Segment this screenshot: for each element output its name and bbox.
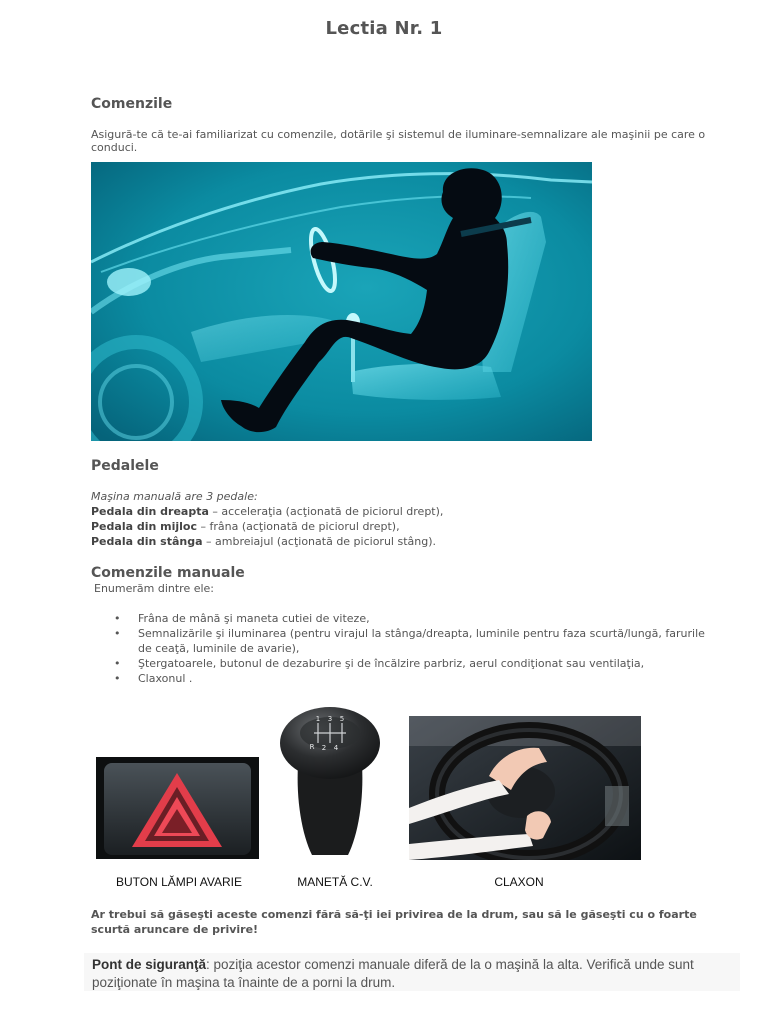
bullet-dot: • xyxy=(114,657,121,670)
gear-number: 5 xyxy=(339,715,345,723)
gear-number: 1 xyxy=(315,715,321,723)
pedal-label: Pedala din stânga xyxy=(91,535,203,548)
driver-seat-illustration xyxy=(91,162,592,441)
tip-label: Pont de siguranţă xyxy=(92,957,207,972)
bullet-dot: • xyxy=(114,612,121,625)
section-heading-comenzile: Comenzile xyxy=(91,96,173,112)
gear-number: 3 xyxy=(327,715,333,723)
safety-note: Ar trebui să găseşti aceste comenzi fără să-ţi iei privirea de la drum, sau să le găseşti cu o foarte scurtă aruncare de privire! xyxy=(91,908,697,936)
list-item-text: Ştergatoarele, butonul de dezaburire şi de încălzire parbriz, aerul condiţionat sau ventilaţia, xyxy=(138,657,645,670)
pedal-item xyxy=(91,534,443,549)
gear-knob-image xyxy=(276,705,382,861)
pedal-item xyxy=(91,504,443,519)
safety-tip xyxy=(84,953,740,991)
list-item xyxy=(112,656,722,671)
gear-number: 4 xyxy=(333,744,339,752)
list-item xyxy=(112,611,722,626)
pedal-item xyxy=(91,519,443,534)
pedal-desc: – acceleraţia (acţionată de piciorul drept), xyxy=(208,505,444,518)
list-item-text: Semnalizările şi iluminarea (pentru virajul la stânga/dreapta, luminile pentru faza scurtă/lungă, farurile de ceaţă, luminile de avarie), xyxy=(138,627,705,655)
pedal-desc: – frâna (acţionată de piciorul drept), xyxy=(197,520,400,533)
page-title: Lectia Nr. 1 xyxy=(325,18,443,39)
gear-number: R xyxy=(309,743,315,751)
bullet-dot: • xyxy=(114,672,121,685)
horn-steering-wheel-image xyxy=(409,716,641,860)
pedal-desc: – ambreiajul (acţionată de piciorul stâng). xyxy=(202,535,437,548)
list-item xyxy=(112,671,722,686)
horn-caption: CLAXON xyxy=(494,875,544,889)
list-item-text: Claxonul . xyxy=(138,672,193,685)
gear-caption: MANETĂ C.V. xyxy=(297,875,373,889)
comenzile-text: Asigură-te că te-ai familiarizat cu comenzile, dotările şi sistemul de iluminare-semnalizare ale maşinii pe care o conduci. xyxy=(91,128,706,154)
pedals-intro: Maşina manuală are 3 pedale: xyxy=(91,490,258,503)
pedals-block xyxy=(91,489,443,549)
pedal-label: Pedala din mijloc xyxy=(91,520,197,533)
gear-number: 2 xyxy=(321,744,327,752)
manuale-intro: Enumerăm dintre ele: xyxy=(94,582,215,595)
section-heading-pedalele: Pedalele xyxy=(91,458,159,474)
manual-controls-list xyxy=(112,611,722,686)
list-item-text: Frâna de mână şi maneta cutiei de viteze, xyxy=(138,612,370,625)
tip-text: : poziţia acestor comenzi manuale diferă de la o maşină la alta. Verifică unde sunt poziţionate în maşina ta înainte de a porni la drum. xyxy=(92,957,694,990)
section-heading-manuale: Comenzile manuale xyxy=(91,565,245,581)
list-item xyxy=(112,626,722,656)
hazard-button-image xyxy=(96,757,259,859)
bullet-dot: • xyxy=(114,627,121,640)
hazard-caption: BUTON LĂMPI AVARIE xyxy=(115,875,243,889)
pedal-label: Pedala din dreapta xyxy=(91,505,209,518)
